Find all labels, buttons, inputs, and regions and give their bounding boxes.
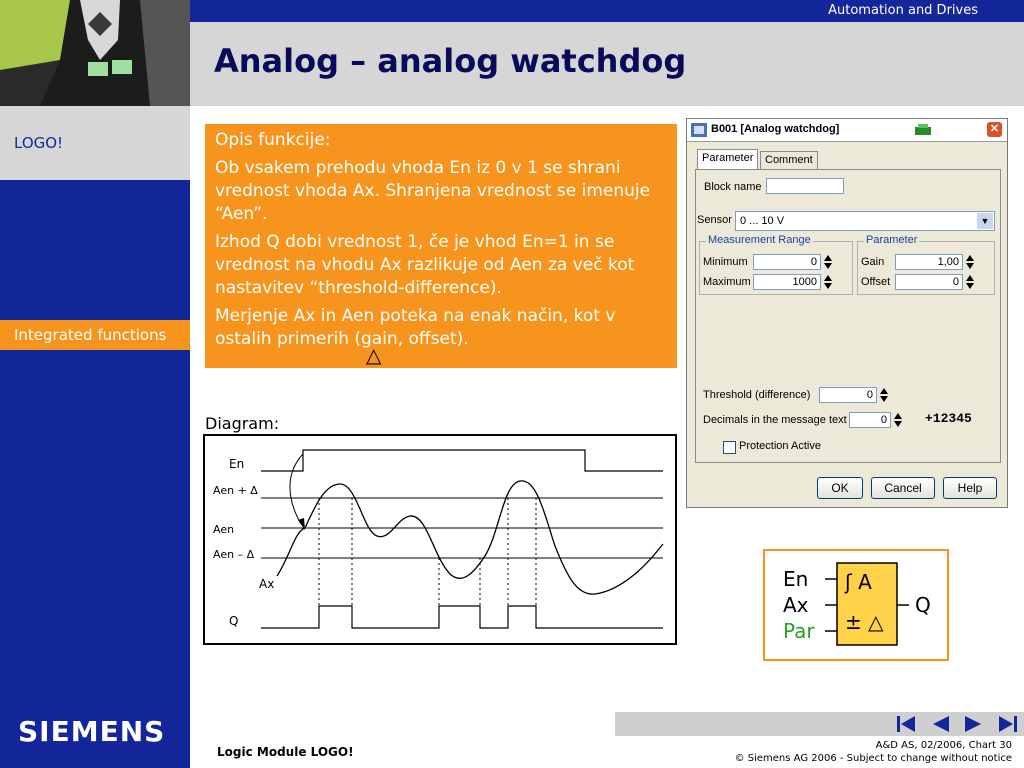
analog-watchdog-dialog — [686, 118, 1008, 508]
sensor-value: 0 ... 10 V — [740, 215, 785, 227]
footer-info — [735, 739, 1012, 765]
description-paragraph-1: Ob vsakem prehodu vhoda En iz 0 v 1 se shrani vrednost vhoda Ax. Shranjena vrednost se imenuje “Aen”. — [215, 158, 651, 224]
block-name-input[interactable] — [766, 178, 844, 194]
label-q: Q — [229, 614, 239, 628]
cancel-button[interactable]: Cancel — [871, 477, 935, 499]
maximum-spinner-icon[interactable] — [823, 274, 833, 290]
help-button[interactable]: Help — [943, 477, 997, 499]
footer-module-name: Logic Module LOGO! — [217, 745, 354, 759]
function-description — [205, 124, 677, 368]
last-slide-icon[interactable] — [999, 716, 1017, 732]
maximum-input[interactable]: 1000 — [753, 274, 821, 290]
input-par-label: Par — [783, 619, 815, 643]
en-signal-line — [261, 450, 663, 471]
sidebar-item-label: Integrated functions — [14, 326, 167, 344]
footer-chart-info: A&D AS, 02/2006, Chart 30 — [875, 740, 1012, 751]
q-signal-line — [261, 606, 663, 628]
offset-label: Offset — [861, 276, 891, 288]
description-paragraph-2: Izhod Q dobi vrednost 1, če je vhod En=1 in se vrednost na vhodu Ax razlikuje od Aen za več kot nastavitev “threshold-difference). — [215, 232, 635, 298]
decimals-input[interactable]: 0 — [849, 412, 891, 428]
block-app-icon — [691, 123, 707, 137]
block-name-label: Block name — [704, 181, 762, 193]
decimals-spinner-icon[interactable] — [893, 412, 903, 428]
page-title: Analog – analog watchdog — [214, 42, 687, 80]
gain-input[interactable]: 1,00 — [895, 254, 963, 270]
ok-button[interactable]: OK — [817, 477, 863, 499]
top-bar — [190, 0, 1024, 22]
logo-module-photo — [0, 0, 190, 106]
dialog-titlebar[interactable] — [687, 119, 1007, 142]
sidebar — [0, 180, 190, 768]
watchdog-block-symbol — [763, 549, 949, 661]
gain-spinner-icon[interactable] — [965, 254, 975, 270]
printer-icon[interactable] — [915, 124, 931, 136]
measurement-range-label: Measurement Range — [708, 234, 811, 246]
previous-slide-icon[interactable] — [933, 716, 949, 732]
minimum-label: Minimum — [703, 256, 748, 268]
close-icon[interactable]: ✕ — [987, 122, 1002, 137]
output-q-label: Q — [915, 593, 931, 617]
label-en: En — [229, 457, 245, 471]
parameter-group-label: Parameter — [866, 234, 918, 246]
threshold-label: Threshold (difference) — [703, 389, 811, 401]
next-slide-icon[interactable] — [965, 716, 981, 732]
footer-copyright: © Siemens AG 2006 - Subject to change without notice — [734, 753, 1012, 764]
delta-icon: △ — [366, 343, 382, 367]
slide-navigation-bar — [615, 712, 1024, 736]
timing-diagram — [203, 434, 677, 645]
label-aen: Aen — [213, 523, 235, 536]
description-paragraph-3: Merjenje Ax in Aen poteka na enak način, kot v ostalih primerih (gain, offset). — [215, 306, 616, 349]
gain-label: Gain — [861, 256, 885, 268]
protection-checkbox[interactable] — [723, 441, 736, 454]
minimum-spinner-icon[interactable] — [823, 254, 833, 270]
chevron-down-icon[interactable]: ▼ — [977, 213, 993, 229]
dotted-markers — [319, 498, 536, 606]
siemens-logo: SIEMENS — [18, 715, 166, 748]
offset-input[interactable]: 0 — [895, 274, 963, 290]
offset-spinner-icon[interactable] — [965, 274, 975, 290]
decimals-label: Decimals in the message text — [703, 414, 847, 426]
sidebar-logo-section — [0, 106, 190, 180]
sidebar-item-integrated-functions[interactable] — [0, 320, 190, 350]
label-aen-minus: Aen – Δ — [213, 548, 255, 561]
brand-line: Automation and Drives — [828, 3, 978, 18]
block-symbol-top: ʃ A — [845, 570, 872, 594]
sensor-label: Sensor — [697, 214, 732, 226]
threshold-spinner-icon[interactable] — [879, 387, 889, 403]
block-symbol-bottom: ± △ — [845, 610, 884, 634]
sensor-select[interactable] — [735, 211, 995, 231]
minimum-input[interactable]: 0 — [753, 254, 821, 270]
threshold-input[interactable]: 0 — [819, 387, 877, 403]
decimals-preview: +12345 — [925, 411, 972, 426]
edge-arrow — [290, 454, 303, 524]
input-en-label: En — [783, 567, 809, 591]
protection-label: Protection Active — [739, 440, 821, 452]
input-ax-label: Ax — [783, 593, 809, 617]
sidebar-logo-label[interactable]: LOGO! — [14, 134, 64, 152]
description-heading: Opis funkcije: — [215, 130, 331, 150]
label-ax: Ax — [259, 577, 275, 591]
dialog-title: B001 [Analog watchdog] — [711, 123, 840, 135]
tab-parameter[interactable]: Parameter — [697, 149, 758, 169]
label-aen-plus: Aen + Δ — [213, 484, 258, 497]
tab-comment[interactable]: Comment — [760, 151, 818, 169]
first-slide-icon[interactable] — [897, 716, 915, 732]
diagram-label: Diagram: — [205, 414, 280, 433]
maximum-label: Maximum — [703, 276, 751, 288]
